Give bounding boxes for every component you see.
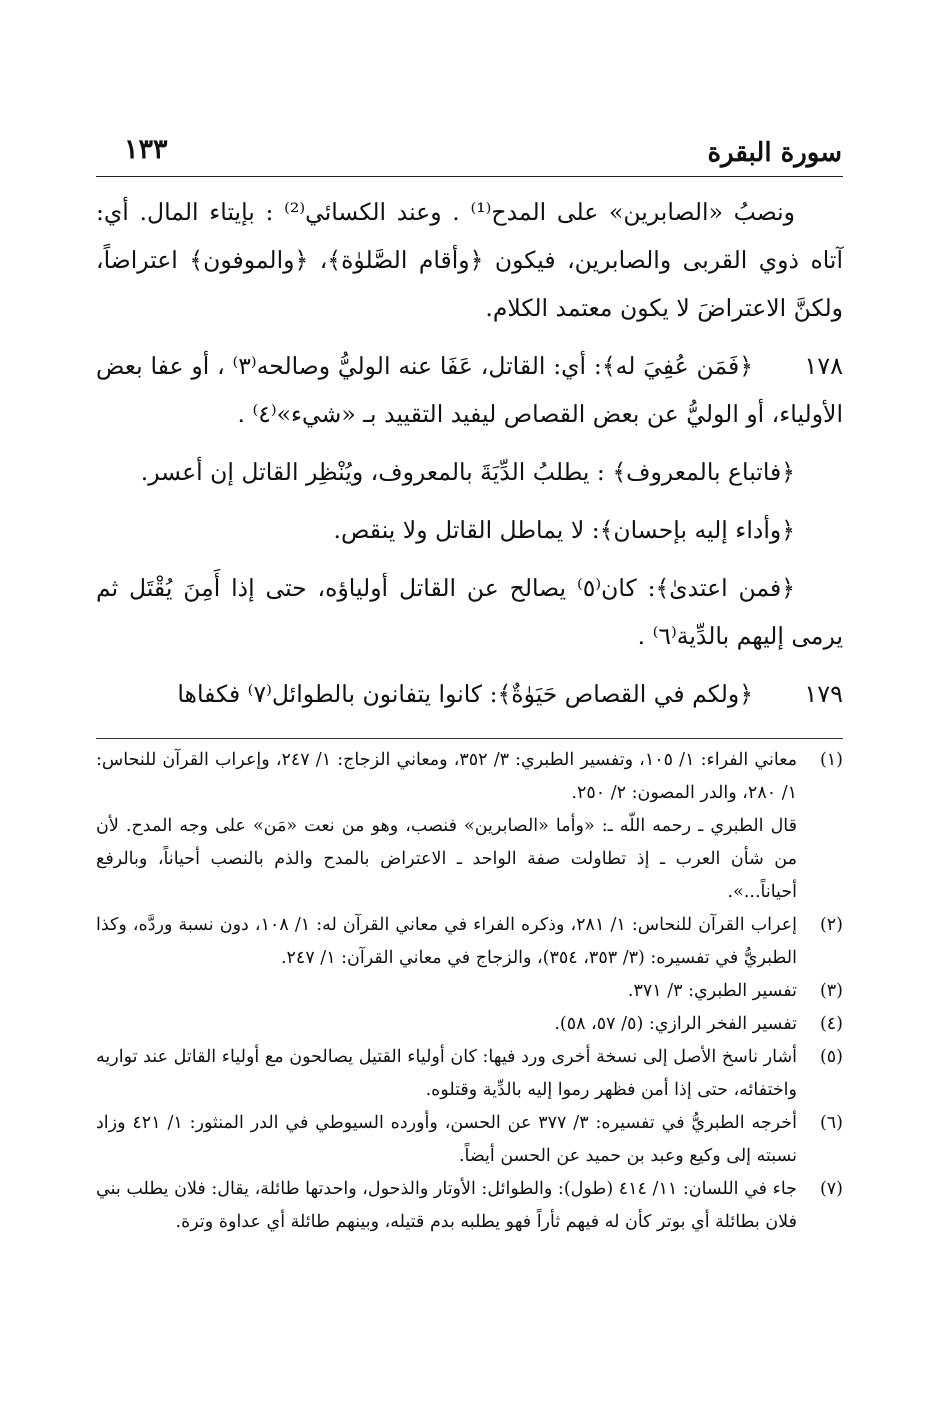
paragraph-3: ﴿فاتباع بالمعروف﴾ : يطلبُ الدِّيَةَ بالمعروف، ويُنْظِر القاتل إن أعسر. (140, 458, 795, 486)
footnote-6 (96, 1107, 843, 1173)
paragraph-4: ﴿وأداء إليه بإحسان﴾: لا يماطل القاتل ولا ينقص. (333, 516, 795, 544)
footnote-2 (96, 909, 843, 975)
verse-179-block (96, 670, 843, 718)
footnote-5 (96, 1041, 843, 1107)
footnote-text: أخرجه الطبريُّ في تفسيره: ٣/ ٣٧٧ عن الحسن، وأورده السيوطي في الدر المنثور: ١/ ٤٢١ وزاد نسبته إلى وكيع وعبد بن حميد عن الحسن أيضاً. (96, 1113, 797, 1166)
footnote-1 (96, 744, 843, 810)
footnote-7 (96, 1173, 843, 1239)
main-text (96, 188, 843, 718)
paragraph-6: ﴿ولكم في القصاص حَيَوٰةٌ﴾: كانوا يتفانون بالطوائل⁽٧⁾ فكفاها (177, 680, 753, 708)
footnote-text: معاني الفراء: ١/ ١٠٥، وتفسير الطبري: ٣/ ٣٥٢، ومعاني الزجاج: ١/ ٢٤٧، وإعراب القرآن للنحاس: ١/ ٢٨٠، والدر المصون: ٢/ ٢٥٠. (96, 750, 798, 803)
verse-number-178: ١٧٨ (804, 352, 843, 380)
footnote-rule (96, 738, 843, 739)
footnote-number: (١) (819, 750, 843, 770)
footnote-4 (96, 1008, 843, 1041)
footnote-text: إعراب القرآن للنحاس: ١/ ٢٨١، وذكره الفراء في معاني القرآن له: ١/ ١٠٨، دون نسبة وردَّه، وكذا الطبريُّ في تفسيره: (٣/ ٣٥٣، ٣٥٤)، والزجاج في معاني القرآن: ١/ ٢٤٧. (96, 915, 797, 968)
verse-number-179: ١٧٩ (804, 680, 843, 708)
footnote-number: (٢) (819, 915, 843, 935)
footnote-3 (96, 975, 843, 1008)
footnote-text: جاء في اللسان: ١١/ ٤١٤ (طول): والطوائل: الأوتار والذحول، واحدتها طائلة، يقال: فلان يطلب بني فلان بطائلة أي بوتر كأن له فيهم ثأراً فهو يطلبه بدم قتيله، وبينهم طائلة أي عداوة وترة. (96, 1179, 797, 1232)
footnote-text: تفسير الفخر الرازي: (٥/ ٥٧، ٥٨). (554, 1014, 797, 1034)
footnote-text: أشار ناسخ الأصل إلى نسخة أخرى ورد فيها: كان أولياء القتيل يصالحون مع أولياء القاتل عند تواريه واختفائه، حتى إذا أمن فظهر رموا إليه بالدِّية وقتلوه. (96, 1047, 797, 1100)
footnote-number: (٥) (819, 1047, 843, 1067)
footnote-number: (٦) (819, 1113, 843, 1133)
paragraph-1: ونصبُ «الصابرين» على المدح⁽¹⁾ . وعند الكسائي⁽²⁾ : بإيتاء المال. أي: آتاه ذوي القربى والصابرين، فيكون ﴿وأقام الصَّلوٰة﴾، ﴿والموفون﴾ اعتراضاً، ولكنَّ الاعتراضَ لا يكون معتمد الكلام. (96, 198, 843, 322)
page-number: ١٣٣ (124, 134, 168, 165)
footnote-number: (٣) (819, 981, 843, 1001)
header-rule (96, 176, 843, 177)
footnote-text: تفسير الطبري: ٣/ ٣٧١. (627, 981, 797, 1001)
paragraph-2: ﴿فَمَن عُفِيَ له﴾: أي: القاتل، عَفَا عنه الوليُّ وصالحه⁽٣⁾ ، أو عفا بعض الأولياء، أو الوليُّ عن بعض القصاص ليفيد التقييد بـ «شيء»⁽٤⁾ . (96, 352, 843, 428)
running-header-surah: سورة البقرة (707, 138, 842, 168)
verse-178-block (96, 342, 843, 438)
footnote-1-continuation: قال الطبري ـ رحمه اللّه ـ: «وأما «الصابرين» فنصب، وهو من نعت «مَن» على وجه المدح. لأن من شأن العرب ـ إذ تطاولت صفة الواحد ـ الاعتراض بالمدح والذم بالنصب أحياناً، وبالرفع أحياناً...». (96, 816, 797, 902)
footnote-number: (٤) (819, 1014, 843, 1034)
footnote-number: (٧) (819, 1179, 843, 1199)
footnotes (96, 744, 843, 1239)
paragraph-5: ﴿فمن اعتدىٰ﴾: كان⁽٥⁾ يصالح عن القاتل أولياؤه، حتى إذا أَمِنَ يُقْتَل ثم يرمى إليهم بالدِّية⁽٦⁾ . (96, 574, 843, 650)
